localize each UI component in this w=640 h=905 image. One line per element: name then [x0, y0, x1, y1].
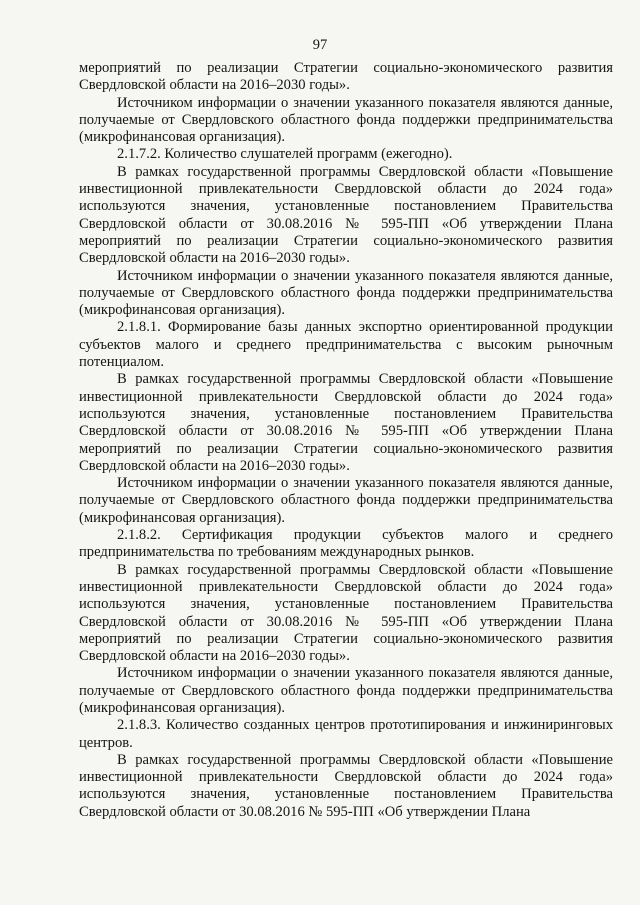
- paragraph: В рамках государственной программы Свердловской области «Повышение инвестиционной привлекательности Свердловской области до 2024 года» используются значения, установленные постановлением Правительства Свердловской области от 30.08.2016 № 595-ПП «Об утверждении Плана: [79, 751, 613, 820]
- paragraph: В рамках государственной программы Свердловской области «Повышение инвестиционной привлекательности Свердловской области до 2024 года» используются значения, установленные постановлением Правительства Свердловской области от 30.08.2016 № 595-ПП «Об утверждении Плана мероприятий по реализации Стратегии социально-экономического развития Свердловской области на 2016–2030 годы».: [79, 163, 613, 267]
- section-heading: 2.1.8.1. Формирование базы данных экспортно ориентированной продукции субъектов малого и среднего предпринимательства с высоким рыночным потенциалом.: [79, 319, 613, 371]
- body-text: [79, 60, 613, 821]
- page-number: 97: [312, 37, 328, 53]
- paragraph: Источником информации о значении указанного показателя являются данные, получаемые от Свердловского областного фонда поддержки предпринимательства (микрофинансовая организация).: [79, 267, 613, 319]
- paragraph: Источником информации о значении указанного показателя являются данные, получаемые от Свердловского областного фонда поддержки предпринимательства (микрофинансовая организация).: [79, 94, 613, 146]
- paragraph: Источником информации о значении указанного показателя являются данные, получаемые от Свердловского областного фонда поддержки предпринимательства (микрофинансовая организация).: [79, 665, 613, 716]
- paragraph: Источником информации о значении указанного показателя являются данные, получаемые от Свердловского областного фонда поддержки предпринимательства (микрофинансовая организация).: [79, 475, 613, 526]
- section-heading: 2.1.8.3. Количество созданных центров прототипирования и инжиниринговых центров.: [79, 717, 613, 751]
- section-heading: 2.1.7.2. Количество слушателей программ (ежегодно).: [117, 146, 453, 163]
- section-heading: 2.1.8.2. Сертификация продукции субъектов малого и среднего предпринимательства по требованиям международных рынков.: [79, 527, 613, 561]
- paragraph: мероприятий по реализации Стратегии социально-экономического развития Свердловской области на 2016–2030 годы».: [79, 60, 613, 94]
- paragraph: В рамках государственной программы Свердловской области «Повышение инвестиционной привлекательности Свердловской области до 2024 года» используются значения, установленные постановлением Правительства Свердловской области от 30.08.2016 № 595-ПП «Об утверждении Плана мероприятий по реализации Стратегии социально-экономического развития Свердловской области на 2016–2030 годы».: [79, 561, 613, 665]
- paragraph: В рамках государственной программы Свердловской области «Повышение инвестиционной привлекательности Свердловской области до 2024 года» используются значения, установленные постановлением Правительства Свердловской области от 30.08.2016 № 595-ПП «Об утверждении Плана мероприятий по реализации Стратегии социально-экономического развития Свердловской области на 2016–2030 годы».: [79, 371, 613, 474]
